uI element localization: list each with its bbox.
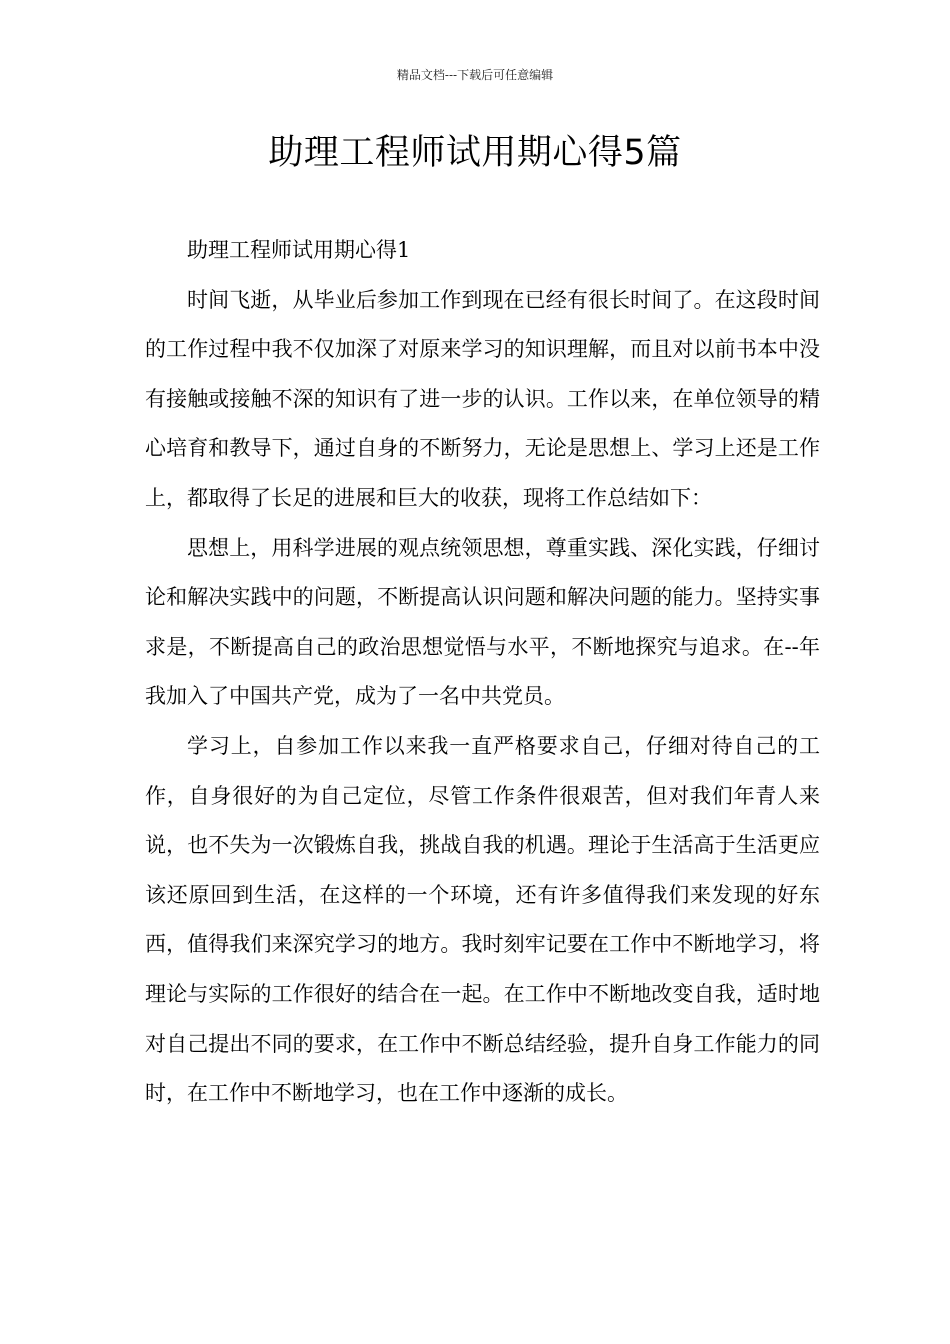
paragraph-study: 学习上，自参加工作以来我一直严格要求自己，仔细对待自己的工作，自身很好的为自己定位，尽管工作条件很艰苦，但对我们年青人来说，也不失为一次锻炼自我，挑战自我的机遇。理论于生活高于生活更应该还原回到生活，在这样的一个环境，还有许多值得我们来发现的好东西，值得我们来深究学习的地方。我时刻牢记要在工作中不断地学习，将理论与实际的工作很好的结合在一起。在工作中不断地改变自我，适时地对自己提出不同的要求，在工作中不断总结经验，提升自身工作能力的同时，在工作中不断地学习，也在工作中逐渐的成长。 (145, 733, 820, 1106)
paragraph-thought: 思想上，用科学进展的观点统领思想，尊重实践、深化实践，仔细讨论和解决实践中的问题，不断提高认识问题和解决问题的能力。坚持实事求是，不断提高自己的政治思想觉悟与水平，不断地探究与追求。在--年我加入了中国共产党，成为了一名中共党员。 (145, 535, 820, 709)
document-body (145, 226, 820, 1119)
section-heading: 助理工程师试用期心得1 (187, 238, 411, 262)
paragraph-intro: 时间飞逝，从毕业后参加工作到现在已经有很长时间了。在这段时间的工作过程中我不仅加深了对原来学习的知识理解，而且对以前书本中没有接触或接触不深的知识有了进一步的认识。工作以来，在单位领导的精心培育和教导下，通过自身的不断努力，无论是思想上、学习上还是工作上，都取得了长足的进展和巨大的收获，现将工作总结如下： (145, 287, 820, 510)
page-header-note: 精品文档---下载后可任意编辑 (396, 68, 554, 82)
document-title: 助理工程师试用期心得5篇 (268, 133, 682, 173)
